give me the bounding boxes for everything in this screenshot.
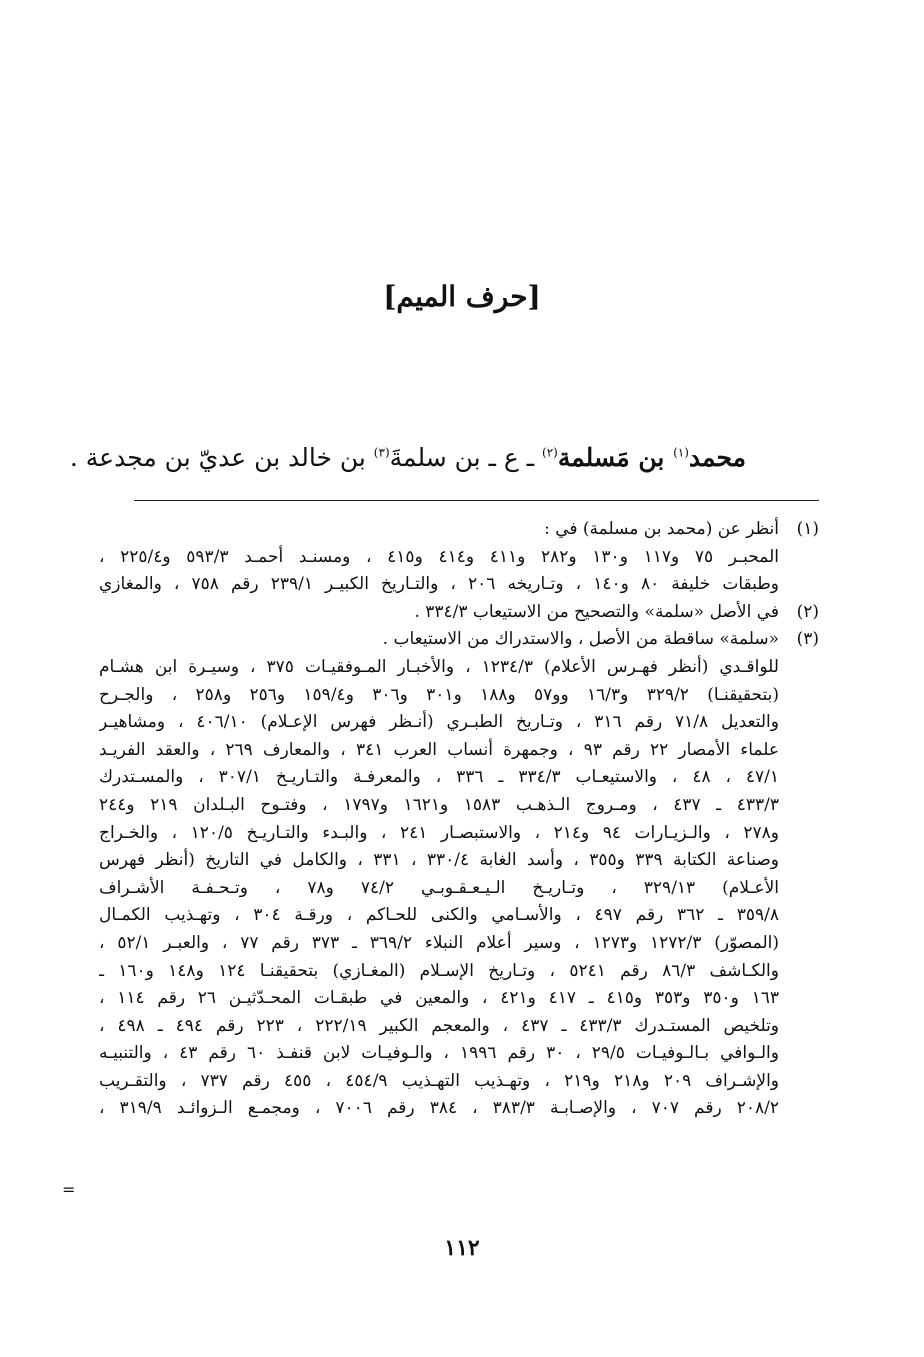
footnote-line: في الأصل «سلمة» والتصحيح من الاستيعاب ٣٣٤/٣ . (414, 601, 779, 622)
footnote-1-sources-continued (99, 654, 819, 1123)
entry-name-part: بن مَسلمة (557, 443, 674, 472)
footnote-number: (١) (796, 519, 819, 539)
footnote-line: وتلخيص المستـدرك ٤٣٣/٣ ـ ٤٣٧ ، والمعجم الكبير ٢٢٢/١٩ ، ٢٢٣ رقم ٤٩٤ ـ ٤٩٨ ، (99, 1015, 779, 1036)
footnote-1 (99, 516, 819, 544)
footnote-line: ٣٥٩/٨ ـ ٣٦٢ رقم ٤٩٧ ، والأسـامي والكنى للحـاكم ، ورقـة ٣٠٤ ، وتهـذيب الكمـال (99, 905, 779, 926)
footnote-1-continued (99, 544, 819, 599)
biography-entry-heading (69, 438, 746, 478)
chapter-title: [حرف الميم] (383, 280, 541, 313)
footnote-line: علماء الأمصار ٢٢ رقم ٩٣ ، وجمهرة أنساب العرب ٣٤١ ، والمعارف ٢٦٩ ، والعقد الفريـد (99, 739, 779, 760)
footnote-line: (المصوّر) ١٢٧٢/٣ و١٢٧٣ ، وسير أعلام النبلاء ٣٦٩/٢ ـ ٣٧٣ رقم ٧٧ ، والعبـر ٥٢/١ ، (99, 932, 779, 953)
footnote-ref-3[interactable]: (٣) (373, 445, 390, 460)
footnote-number: (٢) (796, 601, 819, 622)
footnote-line: ٤٣٣/٣ ـ ٤٣٧ ، ومـروج الـذهـب ١٥٨٣ و١٦٢١ و١٧٩٧ ، وفتـوح البـلدان ٢١٩ و٢٤٤ (99, 794, 779, 815)
footnote-ref-2[interactable]: (٢) (542, 445, 558, 460)
entry-lineage: ـ ع ـ بن سلمةَ (389, 443, 542, 472)
footnote-line: المحبـر ٧٥ و١١٧ و١٣٠ و٢٨٢ و٤١١ و٤١٤ و٤١٥ ، ومسنـد أحمـد ٥٩٣/٣ و٢٢٥/٤ ، (99, 546, 779, 567)
continuation-mark: = (62, 1180, 76, 1199)
footnote-separator (134, 500, 819, 501)
footnote-line: ٢٠٨/٢ رقم ٧٠٧ ، والإصـابـة ٣٨٣/٣ ، ٣٨٤ رقم ٧٠٠٦ ، ومجمـع الـزوائـد ٣١٩/٩ ، (99, 1098, 779, 1119)
footnote-line: و٢٧٨ ، والـزيـارات ٩٤ و٢١٤ ، والاستبصـار ٢٤١ ، والبـدء والتـاريـخ ١٢٠/٥ ، والخـراج (99, 822, 779, 843)
footnote-line: وطبقات خليفة ٨٠ و١٤٠ ، وتـاريخه ٢٠٦ ، والتـاريخ الكبيـر ٢٣٩/١ رقم ٧٥٨ ، والمغازي (99, 574, 779, 595)
footnote-2 (99, 599, 819, 627)
footnote-3 (99, 626, 819, 654)
footnote-line: أنظر عن (محمد بن مسلمة) في : (544, 519, 779, 539)
footnote-line: والكـاشف ٨٦/٣ رقم ٥٢٤١ ، وتـاريخ الإسـلام (المغـازي) بتحقيقنـا ١٢٤ و١٤٨ و١٦٠ ـ (99, 960, 779, 981)
footnote-line: والإشـراف ٢٠٩ و٢١٨ و٢١٩ ، وتهـذيب التهـذيب ٤٥٤/٩ ، ٤٥٥ رقم ٧٣٧ ، والتقـريب (99, 1070, 779, 1091)
footnote-line: للواقـدي (أنظر فهـرس الأعلام) ١٢٣٤/٣ ، والأخبـار المـوفقيـات ٣٧٥ ، وسيـرة ابن هشـام (99, 656, 779, 677)
entry-name: محمد (688, 443, 746, 472)
footnote-line: ١٦٣ و٣٥٠ و٣٥٣ و٤١٥ ـ ٤١٧ و٤٢١ ، والمعين في طبقـات المحـدّثيـن ٢٦ رقم ١١٤ ، (99, 988, 779, 1009)
footnote-number: (٣) (796, 629, 819, 650)
footnote-line: ٤٧/١ ، ٤٨ ، والاستيعـاب ٣٣٤/٣ ـ ٣٣٦ ، والمعرفـة والتـاريـخ ٣٠٧/١ ، والمسـتدرك (99, 767, 779, 788)
footnotes (99, 516, 819, 1123)
entry-lineage-rest: بن خالد بن عديّ بن مجدعة . (69, 443, 374, 472)
footnote-line: وصناعة الكتابة ٣٣٩ و٣٥٥ ، وأسد الغابة ٣٣٠/٤ ، ٣٣١ ، والكامل في التاريخ (أنظر فهرس (99, 850, 779, 871)
footnote-ref-1[interactable]: (١) (673, 445, 689, 460)
footnote-line: الأعـلام) ٣٢٩/١٣ ، وتـاريـخ الـيـعـقـوبـي ٧٤/٢ و٧٨ ، وتـحـفـة الأشـراف (99, 877, 779, 898)
footnote-line: والتعديل ٧١/٨ رقم ٣١٦ ، وتـاريخ الطبـري (أنـظر فهرس الإعـلام) ٤٠٦/١٠ ، ومشاهيـر (99, 712, 779, 733)
footnote-line: «سلمة» ساقطة من الأصل ، والاستدراك من الاستيعاب . (382, 629, 779, 650)
footnote-line: والـوافي بـالـوفيـات ٢٩/٥ ، ٣٠ رقم ١٩٩٦ ، والـوفيـات لابن قنفـذ ٦٠ رقم ٤٣ ، والتنبيـه (99, 1043, 779, 1064)
page-number: ١١٢ (444, 1235, 480, 1261)
footnote-line: (بتحقيقنـا) ٣٢٩/٢ و١٦/٣ وو٥٧ و١٨٨ و٣٠١ و٣٠٦ و١٥٩/٤ و٢٥٦ و٢٥٨ ، والجـرح (99, 684, 779, 705)
